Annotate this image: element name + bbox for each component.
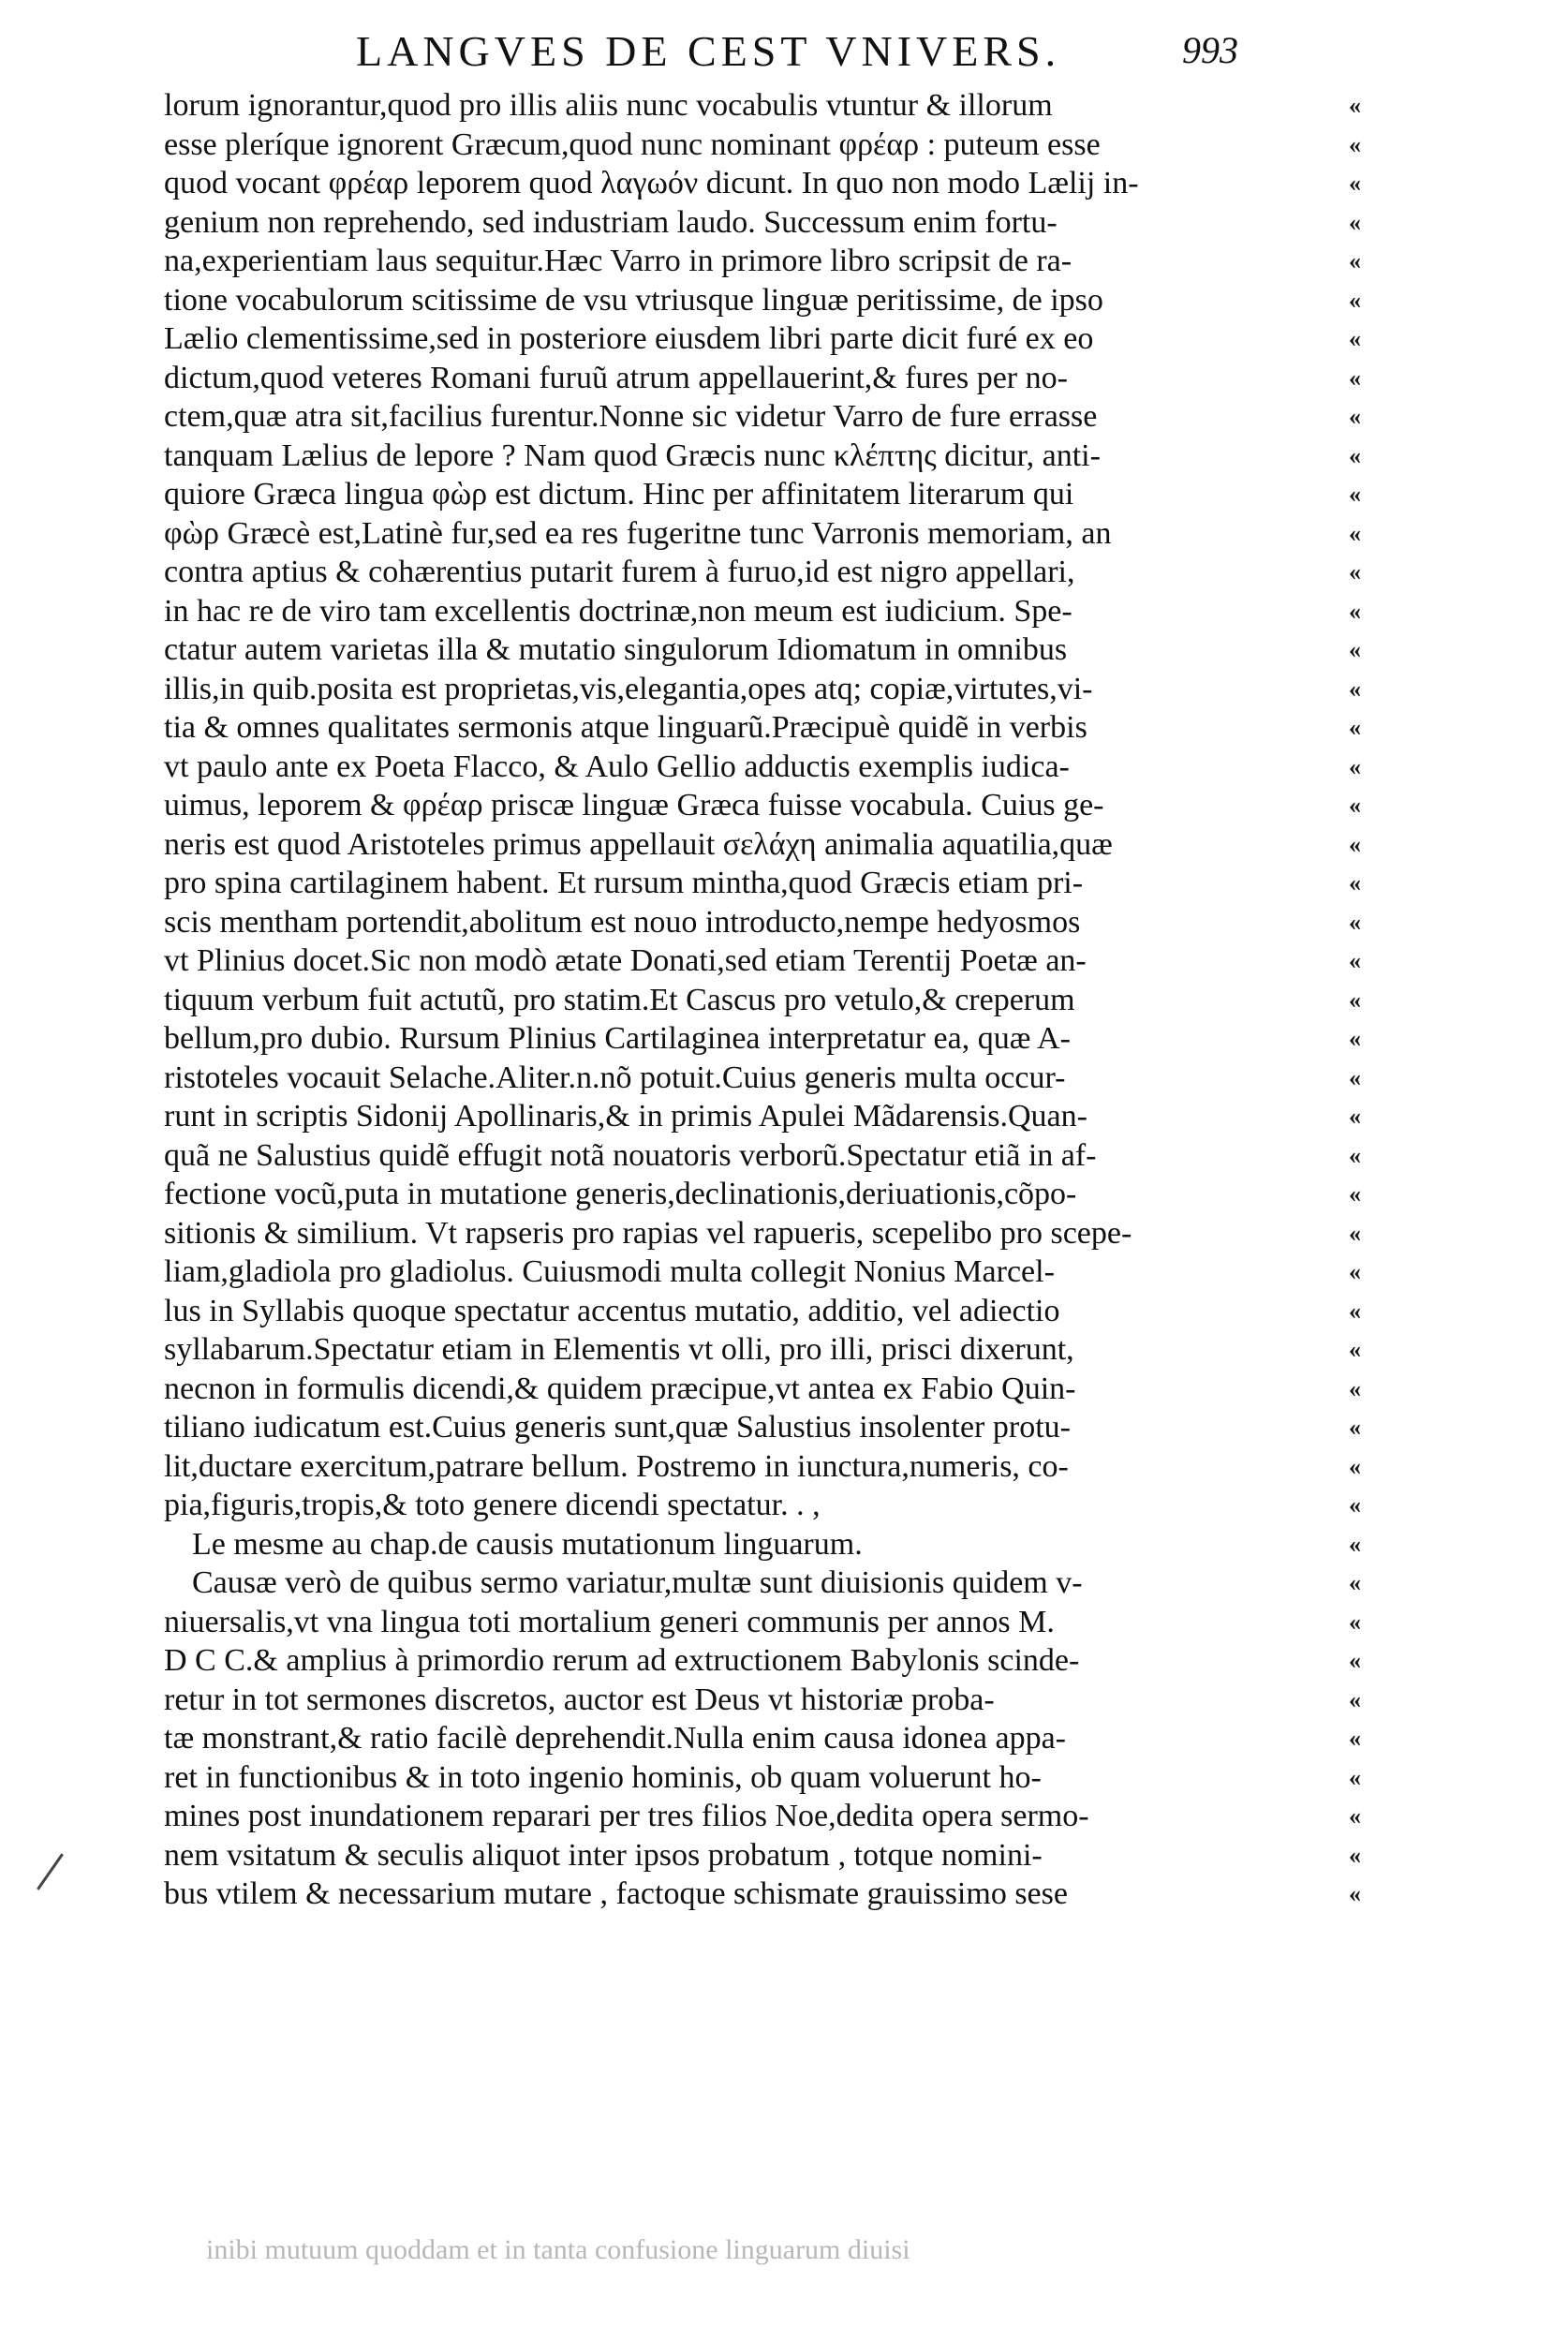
margin-quote-mark: « xyxy=(1349,714,1361,741)
margin-quote-mark: « xyxy=(1349,1608,1361,1636)
text-line: tanquam Lælius de lepore ? Nam quod Græcis nunc κλέπτης dicitur, anti- xyxy=(164,437,1101,473)
running-title: LANGVES DE CEST VNIVERS. xyxy=(356,27,1061,75)
text-line: illis,in quib.posita est proprietas,vis,elegantia,opes atq; copiæ,virtutes,vi- xyxy=(164,671,1093,706)
text-line: in hac re de viro tam excellentis doctrinæ,non meum est iudicium. Spe- xyxy=(164,593,1072,629)
margin-quote-mark: « xyxy=(1349,1103,1361,1130)
text-line: dictum,quod veteres Romani furuũ atrum appellauerint,& fures per no- xyxy=(164,360,1068,395)
margin-quote-mark: « xyxy=(1349,1763,1361,1791)
margin-quote-mark: « xyxy=(1349,792,1361,819)
text-line: retur in tot sermones discretos, auctor est Deus vt historiæ proba- xyxy=(164,1682,995,1717)
margin-quote-mark: « xyxy=(1349,403,1361,430)
margin-quote-marks xyxy=(1349,86,1386,2241)
text-line: tiliano iudicatum est.Cuius generis sunt,quæ Salustius insolenter protu- xyxy=(164,1410,1071,1445)
body-text xyxy=(164,86,1363,2231)
margin-quote-mark: « xyxy=(1349,1414,1361,1441)
page-number: 993 xyxy=(1182,29,1238,71)
margin-quote-mark: « xyxy=(1349,1802,1361,1830)
margin-quote-mark: « xyxy=(1349,636,1361,663)
margin-quote-mark: « xyxy=(1349,1258,1361,1285)
text-line: Lælio clementissime,sed in posteriore eiusdem libri parte dicit furé ex eo xyxy=(164,321,1094,356)
margin-quote-mark: « xyxy=(1349,92,1361,119)
text-line: bellum,pro dubio. Rursum Plinius Cartilaginea interpretatur ea, quæ A- xyxy=(164,1021,1071,1056)
text-line: niuersalis,vt vna lingua toti mortalium generi communis per annos M. xyxy=(164,1604,1055,1639)
text-line: vt paulo ante ex Poeta Flacco, & Aulo Gellio adductis exemplis iudica- xyxy=(164,749,1070,784)
text-line: contra aptius & cohærentius putarit furem à furuo,id est nigro appellari, xyxy=(164,555,1075,589)
margin-quote-mark: « xyxy=(1349,947,1361,974)
margin-quote-mark: « xyxy=(1349,208,1361,236)
margin-quote-mark: « xyxy=(1349,1063,1361,1091)
text-line: tione vocabulorum scitissime de vsu vtriusque linguæ peritissime, de ipso xyxy=(164,282,1103,318)
text-line: pro spina cartilaginem habent. Et rursum mintha,quod Græcis etiam pri- xyxy=(164,866,1084,900)
text-line: Causæ verò de quibus sermo variatur,multæ sunt diuisionis quidem v- xyxy=(192,1565,1083,1600)
text-line: Le mesme au chap.de causis mutationum linguarum. xyxy=(192,1526,863,1562)
text-line: esse pleríque ignorent Græcum,quod nunc nominant φρέαρ : puteum esse xyxy=(164,126,1101,162)
text-line: quod vocant φρέαρ leporem quod λαγωόν dicunt. In quo non modo Lælij in- xyxy=(164,166,1139,200)
margin-quote-mark: « xyxy=(1349,597,1361,625)
text-line: liam,gladiola pro gladiolus. Cuiusmodi multa collegit Nonius Marcel- xyxy=(164,1254,1055,1289)
margin-quote-mark: « xyxy=(1349,247,1361,274)
margin-quote-mark: « xyxy=(1349,130,1361,158)
margin-quote-mark: « xyxy=(1349,363,1361,392)
text-line: bus vtilem & necessarium mutare , factoque schismate grauissimo sese xyxy=(164,1876,1068,1911)
margin-quote-mark: « xyxy=(1349,986,1361,1014)
margin-quote-mark: « xyxy=(1349,1297,1361,1325)
text-line: pia,figuris,tropis,& toto genere dicendi spectatur. . , xyxy=(164,1488,821,1522)
margin-quote-mark: « xyxy=(1349,830,1361,858)
text-line: quã ne Salustius quidẽ effugit notã nouatoris verborũ.Spectatur etiã in af- xyxy=(164,1137,1097,1173)
margin-quote-mark: « xyxy=(1349,441,1361,469)
text-line: scis mentham portendit,abolitum est nouo introducto,nempe hedyosmos xyxy=(164,904,1081,940)
margin-quote-mark: « xyxy=(1349,1025,1361,1052)
margin-quote-mark: « xyxy=(1349,1141,1361,1169)
text-line: necnon in formulis dicendi,& quidem præcipue,vt antea ex Fabio Quin- xyxy=(164,1371,1076,1406)
margin-quote-mark: « xyxy=(1349,1336,1361,1363)
text-line: tiquum verbum fuit actutũ, pro statim.Et Cascus pro vetulo,& creperum xyxy=(164,982,1075,1017)
text-line: quiore Græca lingua φὼρ est dictum. Hinc per affinitatem literarum qui xyxy=(164,477,1074,511)
text-line: ret in functionibus & in toto ingenio hominis, ob quam voluerunt ho- xyxy=(164,1759,1042,1795)
margin-quote-mark: « xyxy=(1349,481,1361,508)
margin-quote-mark: « xyxy=(1349,1685,1361,1713)
margin-quote-mark: « xyxy=(1349,1180,1361,1208)
margin-quote-mark: « xyxy=(1349,1219,1361,1247)
text-line: syllabarum.Spectatur etiam in Elementis vt olli, pro illi, prisci dixerunt, xyxy=(164,1332,1074,1367)
margin-quote-mark: « xyxy=(1349,325,1361,352)
margin-quote-mark: « xyxy=(1349,908,1361,936)
margin-quote-mark: « xyxy=(1349,519,1361,547)
text-line: neris est quod Aristoteles primus appellauit σελάχη animalia aquatilia,quæ xyxy=(164,826,1113,862)
margin-quote-mark: « xyxy=(1349,1569,1361,1596)
text-line: vt Plinius docet.Sic non modò ætate Donati,sed etiam Terentij Poetæ an- xyxy=(164,943,1087,978)
margin-quote-mark: « xyxy=(1349,1880,1361,1907)
margin-quote-mark: « xyxy=(1349,286,1361,314)
text-line: lit,ductare exercitum,patrare bellum. Postremo in iunctura,numeris, co- xyxy=(164,1448,1069,1484)
footer-bleed-through-text: inibi mutuum quoddam et in tanta confusione linguarum diuisi xyxy=(206,2234,910,2265)
text-line: uimus, leporem & φρέαρ priscæ linguæ Græca fuisse vocabula. Cuius ge- xyxy=(164,788,1104,823)
margin-quote-mark: « xyxy=(1349,869,1361,897)
text-line: ristoteles vocauit Selache.Aliter.n.nõ potuit.Cuius generis multa occur- xyxy=(164,1060,1066,1095)
text-line: na,experientiam laus sequitur.Hæc Varro in primore libro scripsit de ra- xyxy=(164,244,1072,278)
margin-quote-mark: « xyxy=(1349,1530,1361,1558)
margin-quote-mark: « xyxy=(1349,1841,1361,1869)
text-line: genium non reprehendo, sed industriam laudo. Successum enim fortu- xyxy=(164,204,1058,240)
margin-quote-mark: « xyxy=(1349,1647,1361,1674)
text-line: φὼρ Græcè est,Latinè fur,sed ea res fugeritne tunc Varronis memoriam, an xyxy=(164,515,1112,551)
text-line: nem vsitatum & seculis aliquot inter ipsos probatum , totque nomini- xyxy=(164,1837,1043,1873)
page-header xyxy=(356,26,1255,82)
text-line: tæ monstrant,& ratio facilè deprehendit.Nulla enim causa idonea appa- xyxy=(164,1721,1066,1756)
text-line: D C C.& amplius à primordio rerum ad extructionem Babylonis scinde- xyxy=(164,1643,1080,1678)
text-line: fectione vocũ,puta in mutatione generis,declinationis,deriuationis,cõpo- xyxy=(164,1177,1077,1211)
text-line: runt in scriptis Sidonij Apollinaris,& in primis Apulei Mãdarensis.Quan- xyxy=(164,1099,1087,1134)
text-line: sitionis & similium. Vt rapseris pro rapias vel rapueris, scepelibo pro scepe- xyxy=(164,1215,1132,1251)
margin-quote-mark: « xyxy=(1349,752,1361,780)
margin-quote-mark: « xyxy=(1349,1452,1361,1480)
margin-quote-mark: « xyxy=(1349,170,1361,197)
margin-quote-mark: « xyxy=(1349,1491,1361,1519)
text-line: tia & omnes qualitates sermonis atque linguarũ.Præcipuè quidẽ in verbis xyxy=(164,710,1087,745)
text-line: lorum ignorantur,quod pro illis aliis nunc vocabulis vtuntur & illorum xyxy=(164,88,1053,123)
text-line: mines post inundationem reparari per tres filios Noe,dedita opera sermo- xyxy=(164,1799,1089,1833)
stray-ink-mark xyxy=(37,1853,64,1890)
margin-quote-mark: « xyxy=(1349,674,1361,703)
margin-quote-mark: « xyxy=(1349,1725,1361,1752)
margin-quote-mark: « xyxy=(1349,1374,1361,1402)
text-line: ctatur autem varietas illa & mutatio singulorum Idiomatum in omnibus xyxy=(164,632,1068,667)
margin-quote-mark: « xyxy=(1349,558,1361,586)
text-line: lus in Syllabis quoque spectatur accentus mutatio, additio, vel adiectio xyxy=(164,1293,1060,1328)
text-line: ctem,quæ atra sit,facilius furentur.Nonne sic videtur Varro de fure errasse xyxy=(164,399,1098,434)
